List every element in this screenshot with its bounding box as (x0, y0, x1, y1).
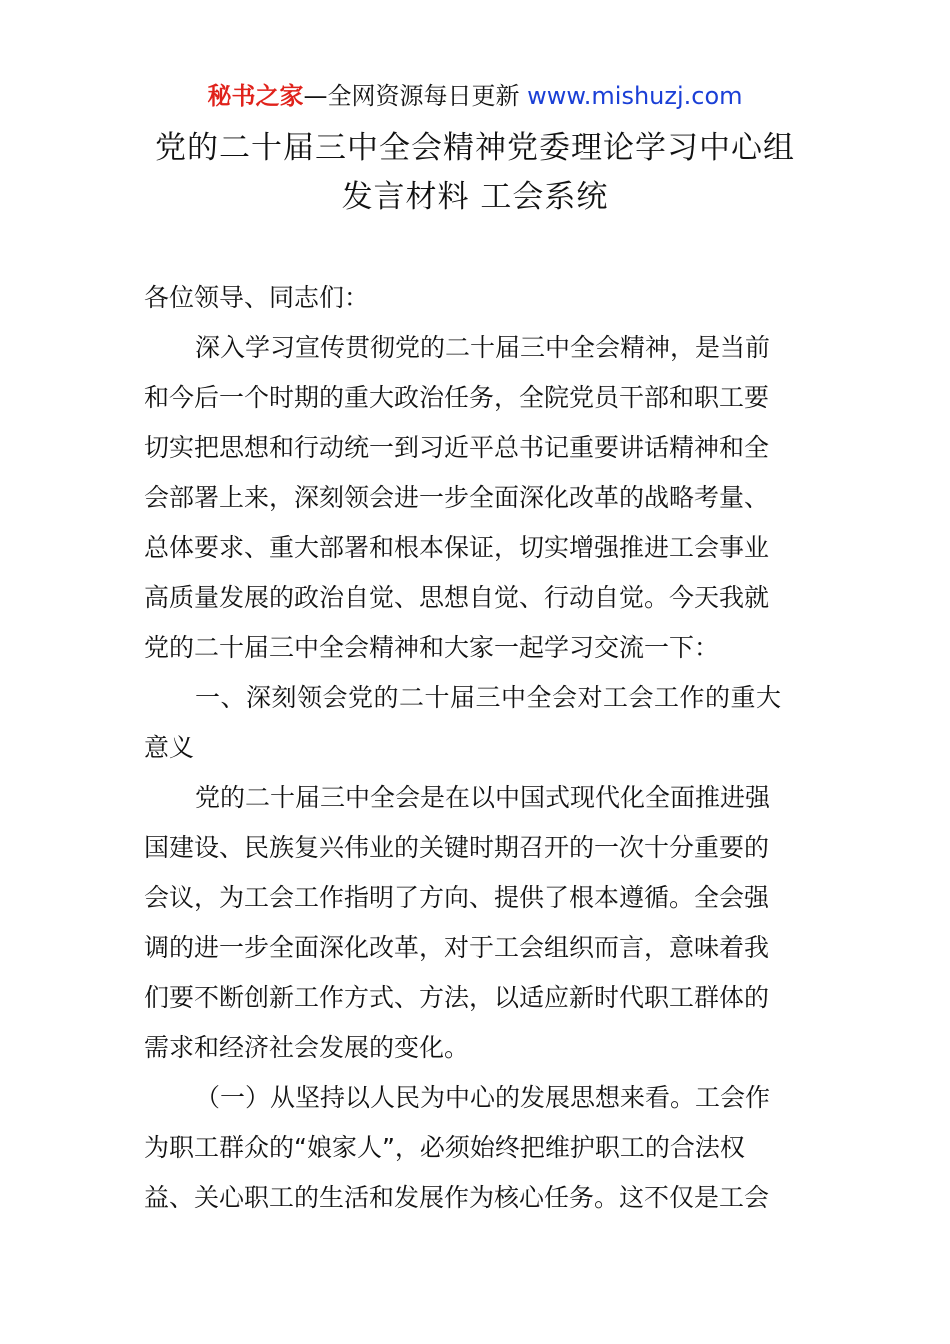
body-line-1: 各位领导、同志们： (144, 283, 370, 312)
section-heading-line-2: 意义 (144, 733, 195, 762)
body-line-17: （一）从坚持以人民为中心的发展思想来看。工会作 (195, 1083, 771, 1112)
body-line-4: 切实把思想和行动统一到习近平总书记重要讲话精神和全 (144, 433, 770, 462)
body-line-8: 党的二十届三中全会精神和大家一起学习交流一下： (144, 633, 720, 662)
body-line-12: 国建设、民族复兴伟业的关键时期召开的一次十分重要的 (144, 833, 770, 862)
body-line-14: 调的进一步全面深化改革，对于工会组织而言，意味着我 (144, 933, 770, 962)
document-title-line-1: 党的二十届三中全会精神党委理论学习中心组 (155, 130, 795, 166)
body-line-19: 益、关心职工的生活和发展作为核心任务。这不仅是工会 (144, 1183, 770, 1212)
body-line-13: 会议，为工会工作指明了方向、提供了根本遵循。全会强 (144, 883, 770, 912)
document-title-line-2: 发言材料 工会系统 (341, 179, 609, 215)
body-line-11: 党的二十届三中全会是在以中国式现代化全面推进强 (195, 783, 771, 812)
body-line-5: 会部署上来，深刻领会进一步全面深化改革的战略考量、 (144, 483, 770, 512)
section-heading-line-1: 一、深刻领会党的二十届三中全会对工会工作的重大 (195, 683, 782, 712)
body-line-6: 总体要求、重大部署和根本保证，切实增强推进工会事业 (144, 533, 770, 562)
body-line-15: 们要不断创新工作方式、方法，以适应新时代职工群体的 (144, 983, 770, 1012)
body-line-7: 高质量发展的政治自觉、思想自觉、行动自觉。今天我就 (144, 583, 770, 612)
body-line-2: 深入学习宣传贯彻党的二十届三中全会精神，是当前 (195, 333, 771, 362)
site-brand: 秘书之家 (207, 82, 304, 110)
site-tagline: —全网资源每日更新 (303, 82, 520, 110)
body-line-18: 为职工群众的“娘家人”，必须始终把维护职工的合法权 (144, 1133, 745, 1162)
body-line-3: 和今后一个时期的重大政治任务，全院党员干部和职工要 (144, 383, 770, 412)
body-line-16: 需求和经济社会发展的变化。 (144, 1033, 470, 1062)
site-url-link[interactable]: www.mishuzj.com (527, 82, 743, 110)
site-header (0, 80, 950, 112)
